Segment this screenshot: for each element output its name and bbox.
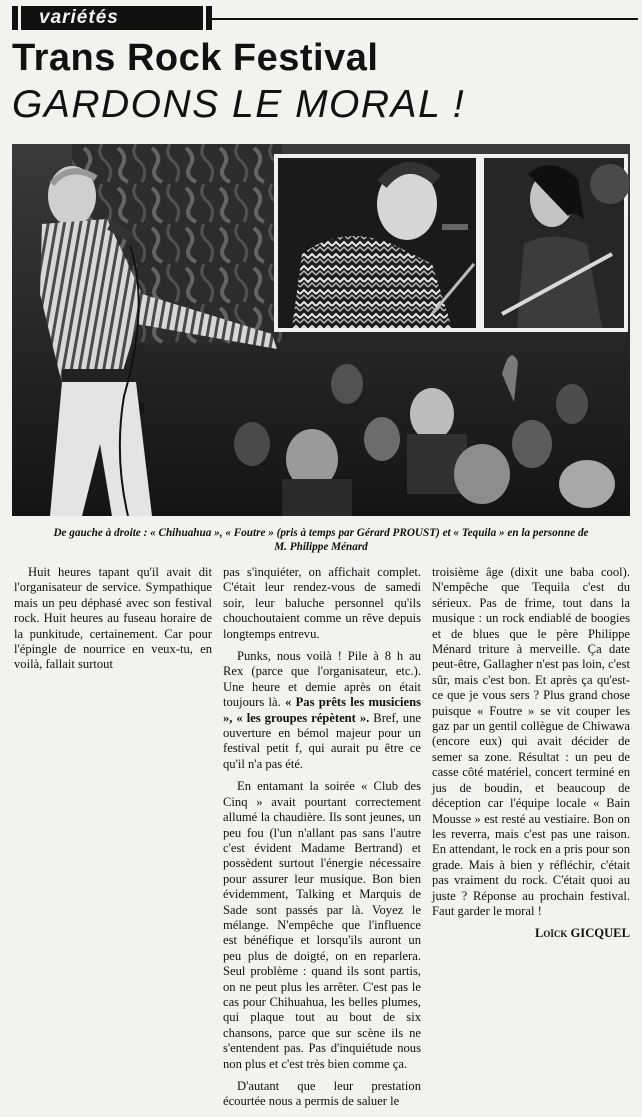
article-paragraph: pas s'inquiéter, on affichait complet. C'était leur rendez-vous de samedi soir, leur baluche personnel qu'ils chouchoutaient comme un rêve depuis longtemps entrevu. xyxy=(223,565,421,641)
photo-caption xyxy=(12,527,630,554)
article-paragraph: D'autant que leur prestation écourtée nous a permis de saluer le xyxy=(223,1079,421,1109)
article-paragraph: En entamant la soirée « Club des Cinq » avait pourtant correctement allumé la chaudière. Ils sont jeunes, un peu fou (l'un n'allant pas sans l'autre c'est évident Madame Bertrand) et possèdent surtout l'énergie nécessaire pour assurer leur musique. Bon bien évidemment, Talking et Marquis de Sade sont passés par là. Voyez le mélange. N'empêche que l'influence est bénéfique et lorsqu'ils auront un peu plus de doigté, on en reparlera. Seul problème : quand ils sont partis, on ne peut plus les arrêter. C'est pas le cas pour Chihuahua, les belles plumes, qui plaque tout au bout de six chansons, parce que sur scène ils ne s'entendent pas. Pas d'inquiétude nous non plus et c'est très bien comme ça. xyxy=(223,779,421,1071)
article-quote-bold: « Pas prêts les musiciens », « les groupes répètent ». xyxy=(223,695,422,725)
section-rule-line xyxy=(212,18,638,20)
subheadline: GARDONS LE MORAL ! xyxy=(12,83,466,126)
article-column-2 xyxy=(223,565,421,1117)
caption-line-1: De gauche à droite : « Chihuahua », « Foutre » (pris à temps par Gérard PROUST) et « Tequila » en la personne de xyxy=(53,527,589,539)
section-rule-left xyxy=(12,6,18,30)
concert-photo-graphic xyxy=(12,144,630,516)
article-column-1 xyxy=(14,565,212,680)
article-text: Bref, une ouverture en bémol majeur pour un festival petit f, qui aurait pu être ce qu'il n'a pas été. xyxy=(223,710,421,771)
inset-photo-left xyxy=(274,154,480,332)
article-paragraph xyxy=(223,649,421,772)
article-column-3 xyxy=(432,565,630,942)
inset-photo-right xyxy=(480,154,630,332)
article-text: Punks, nous voilà ! Pile à 8 h au Rex (parce que l'organisateur, etc.). Une heure et demie après on était toujours là. xyxy=(223,649,421,710)
concert-photo xyxy=(12,144,630,516)
author-signature: Loïck GICQUEL xyxy=(534,926,630,941)
section-label: variétés xyxy=(21,6,203,30)
section-header xyxy=(12,4,638,32)
article-paragraph: Huit heures tapant qu'il avait dit l'organisateur de service. Sympathique mais un peu déphasé avec son festival rock. Huit heures au fuseau horaire de la punkitude, certainement. Car pour l'épingle de nourrice en veux-tu, en voilà, fallait surtout xyxy=(14,565,212,672)
caption-line-2: M. Philippe Ménard xyxy=(274,540,368,553)
article-paragraph: troisième âge (dixit une baba cool). N'empêche que Tequila c'est du sérieux. Pas de frime, tout dans la musique : un rock endiablé de boogies et de blues que le père Philippe Ménard triture à merveille. Ça date peut-être, Gallagher n'est pas loin, c'est sûr, mais c'est bon. Et après ça qu'est-ce que je vous sers ? Plus grand chose puisque « Foutre » se vit couper les gaz par un gentil collègue de Chiwawa (encore eux) qui avait décider de semer sa zone. Résultat : un peu de casse côté matériel, concert terminé en jus de boudin, et beaucoup de déception car l'équipe locale « Bain Mousse » est resté au vestiaire. Bon on les reverra, mais c'est pas une raison. En attendant, le rock en a pris pour son grade. Mais à bien y réfléchir, c'était pas vraiment du rock. C'était quoi au juste ? Réponse au prochain festival. Faut garder le moral ! xyxy=(432,565,630,918)
headline: Trans Rock Festival xyxy=(12,37,379,79)
